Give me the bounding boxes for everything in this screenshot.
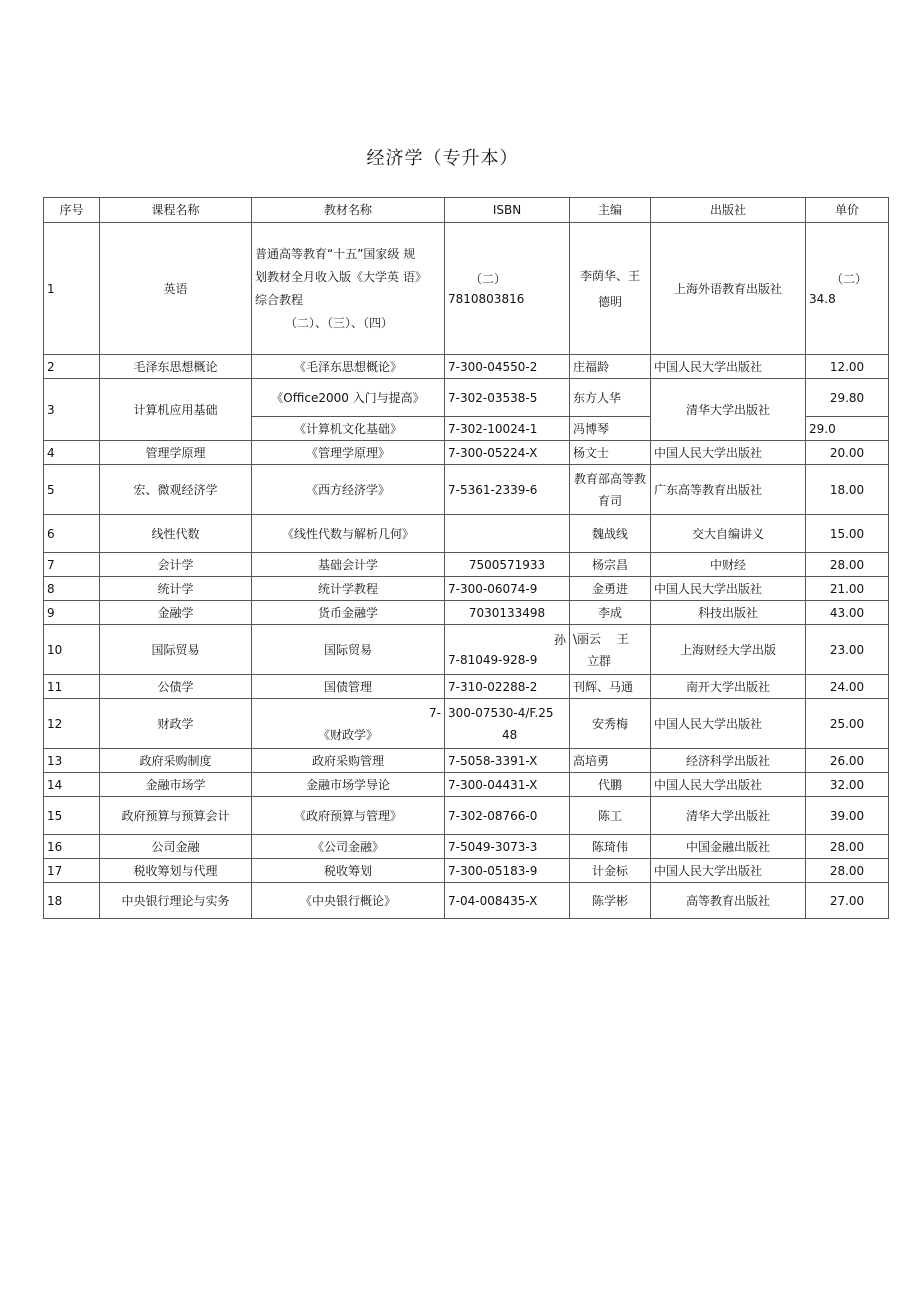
table-row (44, 625, 889, 675)
table-row (44, 465, 889, 515)
cell-price: 21.00 (806, 577, 889, 601)
cell-course: 公债学 (100, 675, 252, 699)
header-book: 教材名称 (252, 198, 445, 223)
cell-course: 统计学 (100, 577, 252, 601)
cell-price: 28.00 (806, 835, 889, 859)
cell-book: 《毛泽东思想概论》 (252, 355, 445, 379)
cell-isbn (445, 699, 570, 749)
cell-isbn: 7-300-04550-2 (445, 355, 570, 379)
cell-publisher: 高等教育出版社 (651, 883, 806, 919)
cell-price: 18.00 (806, 465, 889, 515)
textbook-table (43, 197, 889, 919)
cell-no: 2 (44, 355, 100, 379)
cell-editor-line: 李荫华、王 (579, 268, 640, 283)
cell-no: 11 (44, 675, 100, 699)
table-row (44, 773, 889, 797)
cell-course: 英语 (100, 223, 252, 355)
table-row (44, 601, 889, 625)
cell-isbn: 7-5361-2339-6 (445, 465, 570, 515)
cell-course: 公司金融 (100, 835, 252, 859)
cell-isbn-line: 48 (502, 727, 518, 742)
cell-editor (570, 223, 651, 355)
cell-publisher: 科技出版社 (651, 601, 806, 625)
cell-no: 8 (44, 577, 100, 601)
cell-isbn: 7-5058-3391-X (445, 749, 570, 773)
cell-editor: 杨宗昌 (570, 553, 651, 577)
cell-book: 《管理学原理》 (252, 441, 445, 465)
header-isbn: ISBN (445, 198, 570, 223)
cell-editor: 安秀梅 (570, 699, 651, 749)
cell-isbn: 7-04-008435-X (445, 883, 570, 919)
cell-course: 毛泽东思想概论 (100, 355, 252, 379)
cell-editor: 刊辉、马通 (570, 675, 651, 699)
cell-book: 税收筹划 (252, 859, 445, 883)
cell-no: 6 (44, 515, 100, 553)
cell-editor: 魏战线 (570, 515, 651, 553)
table-row (44, 553, 889, 577)
cell-isbn: 7-300-04431-X (445, 773, 570, 797)
cell-isbn-line: 300-07530-4/F.25 (448, 705, 554, 720)
cell-editor-line: \丽云 王 (573, 631, 629, 646)
cell-isbn: 7-5049-3073-3 (445, 835, 570, 859)
cell-isbn-line: 7-81049-928-9 (448, 652, 538, 667)
cell-book-line: 划教材全月收入版《大学英 语》 (255, 269, 427, 284)
cell-book-line: 7- (429, 705, 441, 720)
cell-editor: 东方人华 (570, 379, 651, 417)
cell-book: 金融市场学导论 (252, 773, 445, 797)
cell-isbn (445, 515, 570, 553)
cell-editor: 陈琦伟 (570, 835, 651, 859)
cell-editor-line: 德明 (597, 294, 622, 309)
cell-isbn: 7-302-10024-1 (445, 417, 570, 441)
cell-price: 39.00 (806, 797, 889, 835)
table-row (44, 441, 889, 465)
table-row (44, 223, 889, 355)
cell-course: 线性代数 (100, 515, 252, 553)
cell-price: 26.00 (806, 749, 889, 773)
cell-book: 政府采购管理 (252, 749, 445, 773)
cell-isbn: 7030133498 (445, 601, 570, 625)
cell-no: 10 (44, 625, 100, 675)
cell-no: 4 (44, 441, 100, 465)
cell-editor: 杨文士 (570, 441, 651, 465)
cell-editor: 金勇进 (570, 577, 651, 601)
header-price: 单价 (806, 198, 889, 223)
cell-publisher: 中国人民大学出版社 (651, 773, 806, 797)
table-row (44, 797, 889, 835)
cell-book-line: 综合教程 (255, 292, 304, 307)
cell-editor: 庄福龄 (570, 355, 651, 379)
cell-isbn-line: （二） (470, 271, 507, 286)
cell-editor (570, 625, 651, 675)
cell-book: 国际贸易 (252, 625, 445, 675)
cell-book: 基础会计学 (252, 553, 445, 577)
cell-isbn (445, 223, 570, 355)
cell-book: 货币金融学 (252, 601, 445, 625)
cell-isbn: 7-302-08766-0 (445, 797, 570, 835)
cell-course: 中央银行理论与实务 (100, 883, 252, 919)
header-editor: 主编 (570, 198, 651, 223)
cell-price: 27.00 (806, 883, 889, 919)
cell-course: 国际贸易 (100, 625, 252, 675)
cell-course: 会计学 (100, 553, 252, 577)
cell-book: 《公司金融》 (252, 835, 445, 859)
cell-no: 13 (44, 749, 100, 773)
cell-no: 7 (44, 553, 100, 577)
cell-editor-line: 育司 (597, 493, 622, 508)
cell-book: 统计学教程 (252, 577, 445, 601)
cell-price: 28.00 (806, 553, 889, 577)
cell-no: 18 (44, 883, 100, 919)
cell-price: 23.00 (806, 625, 889, 675)
cell-publisher: 经济科学出版社 (651, 749, 806, 773)
cell-isbn-line: 孙 (553, 632, 566, 647)
cell-publisher: 南开大学出版社 (651, 675, 806, 699)
cell-price: 12.00 (806, 355, 889, 379)
header-course: 课程名称 (100, 198, 252, 223)
cell-price: 29.80 (806, 379, 889, 417)
table-row (44, 675, 889, 699)
cell-course: 财政学 (100, 699, 252, 749)
cell-price: 15.00 (806, 515, 889, 553)
cell-editor: 陈学彬 (570, 883, 651, 919)
cell-book: 《计算机文化基础》 (252, 417, 445, 441)
cell-editor-line: 立群 (587, 653, 612, 668)
cell-price: 32.00 (806, 773, 889, 797)
cell-book: 国债管理 (252, 675, 445, 699)
header-publisher: 出版社 (651, 198, 806, 223)
cell-price: 25.00 (806, 699, 889, 749)
cell-publisher: 清华大学出版社 (651, 797, 806, 835)
cell-isbn: 7-302-03538-5 (445, 379, 570, 417)
cell-isbn: 7500571933 (445, 553, 570, 577)
cell-no: 14 (44, 773, 100, 797)
cell-publisher: 中国人民大学出版社 (651, 355, 806, 379)
cell-publisher: 上海财经大学出版 (651, 625, 806, 675)
cell-editor: 冯博琴 (570, 417, 651, 441)
cell-publisher: 中国人民大学出版社 (651, 699, 806, 749)
cell-no: 15 (44, 797, 100, 835)
cell-no: 5 (44, 465, 100, 515)
cell-isbn: 7-300-05183-9 (445, 859, 570, 883)
cell-no: 1 (44, 223, 100, 355)
cell-book-line: 普通高等教育“十五”国家级 规 (255, 246, 416, 261)
cell-price: 43.00 (806, 601, 889, 625)
cell-book (252, 699, 445, 749)
cell-editor-line: 教育部高等教 (573, 471, 646, 486)
cell-book: 《政府预算与管理》 (252, 797, 445, 835)
cell-editor: 计金标 (570, 859, 651, 883)
cell-no: 17 (44, 859, 100, 883)
cell-no: 3 (44, 379, 100, 441)
cell-isbn: 7-300-06074-9 (445, 577, 570, 601)
cell-isbn-line: 7810803816 (448, 291, 525, 306)
table-row (44, 379, 889, 417)
cell-course: 金融学 (100, 601, 252, 625)
cell-publisher: 上海外语教育出版社 (651, 223, 806, 355)
table-row (44, 749, 889, 773)
cell-book: 《线性代数与解析几何》 (252, 515, 445, 553)
cell-editor: 陈工 (570, 797, 651, 835)
cell-price: 20.00 (806, 441, 889, 465)
cell-course: 宏、微观经济学 (100, 465, 252, 515)
cell-course: 金融市场学 (100, 773, 252, 797)
cell-book (252, 223, 445, 355)
table-row (44, 577, 889, 601)
cell-price (806, 223, 889, 355)
cell-course: 计算机应用基础 (100, 379, 252, 441)
cell-editor: 代鹏 (570, 773, 651, 797)
cell-book-line: 《财政学》 (317, 727, 378, 742)
cell-price-line: 34.8 (809, 291, 836, 306)
cell-publisher: 中国人民大学出版社 (651, 441, 806, 465)
cell-editor (570, 465, 651, 515)
table-row (44, 859, 889, 883)
cell-isbn: 7-310-02288-2 (445, 675, 570, 699)
cell-book: 《Office2000 入门与提高》 (252, 379, 445, 417)
cell-price-line: （二） (831, 271, 868, 286)
cell-book-line: （二）、（三）、（四） (285, 315, 394, 330)
cell-publisher: 中国金融出版社 (651, 835, 806, 859)
header-no: 序号 (44, 198, 100, 223)
cell-no: 16 (44, 835, 100, 859)
cell-book: 《中央银行概论》 (252, 883, 445, 919)
table-row (44, 515, 889, 553)
cell-isbn (445, 625, 570, 675)
cell-no: 9 (44, 601, 100, 625)
cell-price: 24.00 (806, 675, 889, 699)
cell-editor: 高培勇 (570, 749, 651, 773)
table-row (44, 835, 889, 859)
cell-publisher: 中财经 (651, 553, 806, 577)
cell-price: 28.00 (806, 859, 889, 883)
cell-publisher: 广东高等教育出版社 (651, 465, 806, 515)
cell-isbn: 7-300-05224-X (445, 441, 570, 465)
table-row (44, 699, 889, 749)
cell-book: 《西方经济学》 (252, 465, 445, 515)
cell-editor: 李成 (570, 601, 651, 625)
cell-publisher: 中国人民大学出版社 (651, 577, 806, 601)
table-header-row (44, 198, 889, 223)
cell-publisher: 清华大学出版社 (651, 379, 806, 441)
cell-price: 29.0 (806, 417, 889, 441)
cell-publisher: 交大自编讲义 (651, 515, 806, 553)
cell-publisher: 中国人民大学出版社 (651, 859, 806, 883)
cell-no: 12 (44, 699, 100, 749)
cell-course: 管理学原理 (100, 441, 252, 465)
cell-course: 政府采购制度 (100, 749, 252, 773)
page-title: 经济学（专升本） (366, 148, 519, 169)
cell-course: 政府预算与预算会计 (100, 797, 252, 835)
table-row (44, 355, 889, 379)
cell-course: 税收筹划与代理 (100, 859, 252, 883)
table-row (44, 883, 889, 919)
